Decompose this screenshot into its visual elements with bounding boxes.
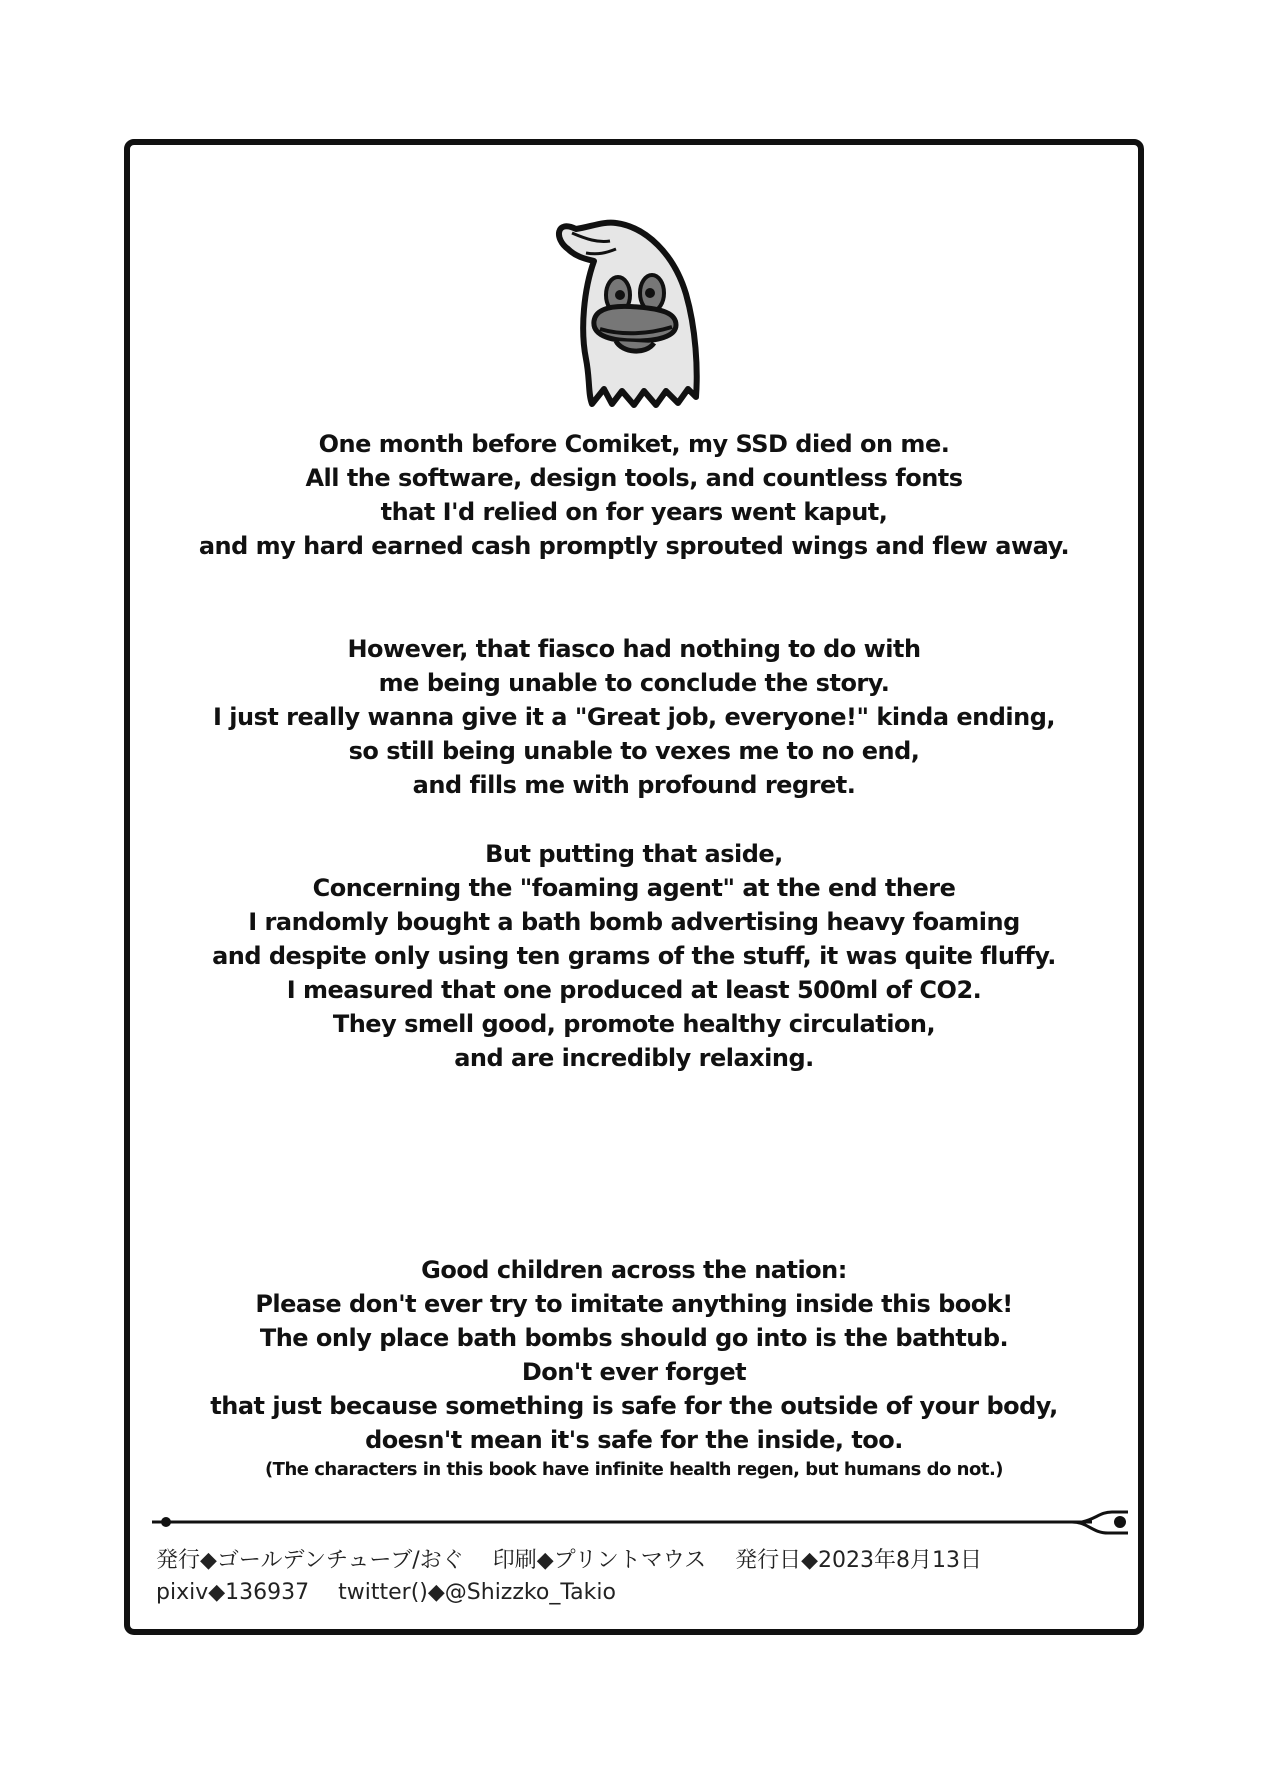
paragraph-line: They smell good, promote healthy circulation,: [332, 1010, 936, 1038]
paragraph-line: All the software, design tools, and countless fonts: [305, 464, 963, 492]
warning-line: Good children across the nation:: [421, 1256, 847, 1284]
paragraph-line: I randomly bought a bath bomb advertising heavy foaming: [248, 908, 1020, 936]
paragraph-foaming: [130, 837, 1138, 1075]
warning-line: Don't ever forget: [521, 1358, 747, 1386]
colophon-line-2: [156, 1577, 1116, 1609]
paragraph-line: me being unable to conclude the story.: [378, 669, 890, 697]
paragraph-line: I measured that one produced at least 500ml of CO2.: [286, 976, 982, 1004]
colophon-printer: 印刷◆プリントマウス: [492, 1548, 707, 1573]
paragraph-line: One month before Comiket, my SSD died on me.: [318, 430, 950, 458]
paragraph-line: and despite only using ten grams of the stuff, it was quite fluffy.: [212, 942, 1056, 970]
paragraph-line: I just really wanna give it a "Great job, everyone!" kinda ending,: [212, 703, 1056, 731]
page-frame: [124, 139, 1144, 1635]
colophon-line-1: [156, 1545, 1116, 1577]
warning-note: (The characters in this book have infinite health regen, but humans do not.): [264, 1459, 1004, 1480]
paragraph-line: and my hard earned cash promptly sprouted wings and flew away.: [198, 532, 1070, 560]
colophon-twitter: twitter()◆@Shizzko_Takio: [338, 1580, 616, 1605]
paragraph-line: so still being unable to vexes me to no end,: [348, 737, 920, 765]
paragraph-line: and fills me with profound regret.: [412, 771, 856, 799]
ghost-duck-mascot-icon: [546, 209, 726, 409]
paragraph-line: that I'd relied on for years went kaput,: [380, 498, 888, 526]
paragraph-ssd: [130, 427, 1138, 563]
colophon-date: 発行日◆2023年8月13日: [735, 1548, 982, 1573]
paragraph-line: Concerning the "foaming agent" at the end there: [312, 874, 956, 902]
warning-line: The only place bath bombs should go into is the bathtub.: [259, 1324, 1009, 1352]
divider-line: [152, 1507, 1128, 1537]
paragraph-line: and are incredibly relaxing.: [454, 1044, 814, 1072]
warning-line: doesn't mean it's safe for the inside, too.: [365, 1426, 903, 1454]
colophon: [156, 1545, 1116, 1609]
warning-line: that just because something is safe for the outside of your body,: [210, 1392, 1058, 1420]
warning-block: [130, 1253, 1138, 1483]
paragraph-line: However, that fiasco had nothing to do with: [347, 635, 921, 663]
colophon-pixiv: pixiv◆136937: [156, 1580, 310, 1605]
colophon-publisher: 発行◆ゴールデンチューブ/おぐ: [156, 1548, 464, 1573]
paragraph-line: But putting that aside,: [485, 840, 783, 868]
warning-line: Please don't ever try to imitate anything inside this book!: [255, 1290, 1013, 1318]
paragraph-story: [130, 632, 1138, 802]
